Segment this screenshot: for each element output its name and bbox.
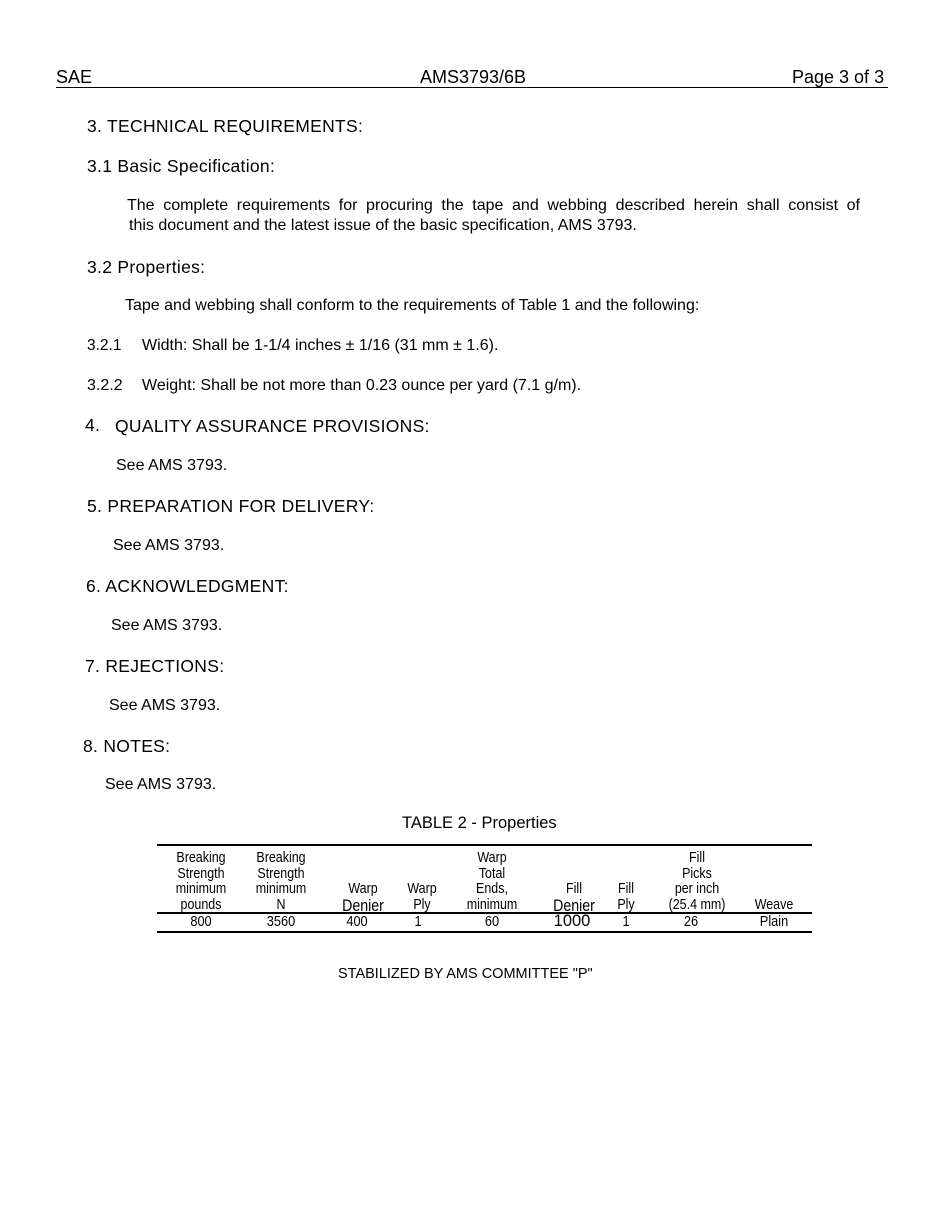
section-3-2-1-text: Width: Shall be 1-1/4 inches ± 1/16 (31 mm ± 1.6). (142, 337, 499, 354)
header-left: SAE (56, 67, 93, 87)
table-cell-weave: Plain (759, 914, 789, 930)
col-header-fill-ply: Fill Ply (617, 881, 635, 913)
col-header-breaking-strength-newtons: Breaking Strength minimum N (255, 850, 307, 913)
col-header-warp-total-ends: Warp Total Ends, minimum (466, 850, 518, 913)
table-top-rule (157, 844, 812, 846)
col-header-warp-ply: Warp Ply (407, 881, 437, 913)
col-header-weave: Weave (754, 897, 794, 913)
section-8-text: See AMS 3793. (105, 776, 217, 793)
section-8-heading: 8. NOTES: (83, 736, 171, 756)
section-3-2-2-text: Weight: Shall be not more than 0.23 ounce per yard (7.1 g/m). (142, 377, 582, 394)
table-cell-warp-ply: 1 (414, 914, 422, 930)
col-header-fill-picks-per-inch: Fill Picks per inch (25.4 mm) (668, 850, 726, 913)
table-cell-fill-picks-per-inch: 26 (683, 914, 699, 930)
section-5-heading: 5. PREPARATION FOR DELIVERY: (87, 496, 375, 516)
header-page-number: Page 3 of 3 (792, 67, 885, 87)
section-3-heading: 3. TECHNICAL REQUIREMENTS: (87, 116, 364, 136)
section-3-1-line-2: this document and the latest issue of the basic specification, AMS 3793. (129, 217, 637, 234)
section-3-2-2-number: 3.2.2 (87, 377, 123, 394)
header-document-id: AMS3793/6B (420, 67, 527, 87)
table-cell-fill-denier: 1000 (553, 912, 591, 930)
section-4-text: See AMS 3793. (116, 457, 228, 474)
col-header-breaking-strength-pounds: Breaking Strength minimum pounds (175, 850, 227, 913)
section-4-number: 4. (85, 415, 101, 435)
stabilization-notice: STABILIZED BY AMS COMMITTEE "P" (338, 966, 593, 982)
table-cell-breaking-strength-pounds: 800 (190, 914, 212, 930)
section-3-2-text: Tape and webbing shall conform to the requirements of Table 1 and the following: (125, 297, 700, 314)
section-7-text: See AMS 3793. (109, 697, 221, 714)
table-bottom-rule (157, 931, 812, 933)
section-4-heading: QUALITY ASSURANCE PROVISIONS: (115, 416, 430, 436)
table-title: TABLE 2 - Properties (402, 814, 557, 832)
section-3-1-heading: 3.1 Basic Specification: (87, 156, 276, 176)
table-cell-breaking-strength-newtons: 3560 (266, 914, 296, 930)
section-7-heading: 7. REJECTIONS: (85, 656, 225, 676)
section-5-text: See AMS 3793. (113, 537, 225, 554)
table-cell-fill-ply: 1 (622, 914, 630, 930)
col-header-warp-denier: Warp Denier (342, 881, 384, 915)
col-header-fill-denier: Fill Denier (553, 881, 595, 915)
section-3-1-line-1: The complete requirements for procuring the tape and webbing described herein shall consist of (127, 197, 860, 214)
table-cell-warp-total-ends: 60 (484, 914, 500, 930)
section-3-2-heading: 3.2 Properties: (87, 257, 206, 277)
table-cell-warp-denier: 400 (346, 914, 368, 930)
section-3-2-1-number: 3.2.1 (87, 337, 122, 354)
section-6-text: See AMS 3793. (111, 617, 223, 634)
header-rule (56, 87, 888, 88)
section-6-heading: 6. ACKNOWLEDGMENT: (86, 576, 289, 596)
